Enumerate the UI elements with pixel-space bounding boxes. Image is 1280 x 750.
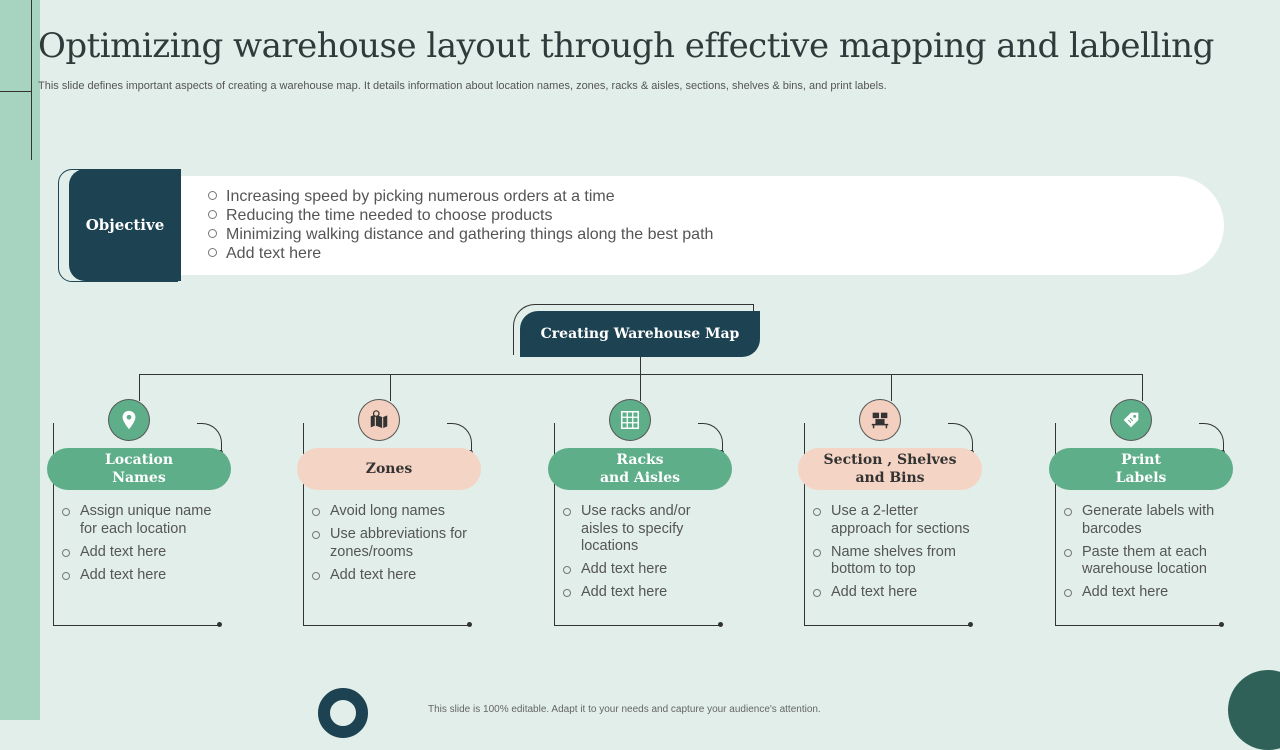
- connector-drop: [390, 374, 391, 401]
- bullet-icon: [563, 566, 571, 574]
- list-item: Add text here: [312, 567, 480, 585]
- column-title: Section , Shelves and Bins: [798, 448, 982, 490]
- bullet-icon: [563, 508, 571, 516]
- bullet-icon: [208, 210, 217, 219]
- decor-corner-circle: [1228, 670, 1280, 750]
- bullet-icon: [813, 508, 821, 516]
- objective-item: Reducing the time needed to choose products: [208, 206, 713, 225]
- list-item: Add text here: [563, 584, 731, 602]
- bullet-icon: [312, 508, 320, 516]
- connector-drop: [1142, 374, 1143, 401]
- connector-dot: [968, 622, 973, 627]
- bullet-icon: [813, 589, 821, 597]
- footer-note: This slide is 100% editable. Adapt it to your needs and capture your audience's attention.: [428, 704, 821, 715]
- connector-drop: [139, 374, 140, 401]
- connector-dot: [718, 622, 723, 627]
- connector-drop: [891, 374, 892, 401]
- list-item: Use racks and/or aisles to specify locations: [563, 503, 731, 556]
- column-list: [563, 503, 731, 607]
- objective-item: Increasing speed by picking numerous orders at a time: [208, 187, 713, 206]
- list-item: Assign unique name for each location: [62, 503, 230, 538]
- map-title: Creating Warehouse Map: [520, 311, 760, 357]
- objective-list: [208, 187, 713, 263]
- column-title: Zones: [297, 448, 481, 490]
- list-item: Name shelves from bottom to top: [813, 544, 981, 579]
- decor-vertical-line: [31, 0, 32, 160]
- connector-dot: [217, 622, 222, 627]
- bullet-icon: [563, 589, 571, 597]
- connector-trunk: [640, 357, 641, 375]
- list-item: Add text here: [62, 544, 230, 562]
- decor-ring: [318, 688, 368, 738]
- column-racks-aisles: [548, 400, 733, 630]
- list-item: Add text here: [1064, 584, 1232, 602]
- list-item: Add text here: [813, 584, 981, 602]
- shelves-icon: [860, 400, 900, 440]
- objective-item: Add text here: [208, 244, 713, 263]
- bullet-icon: [62, 572, 70, 580]
- column-zones: [297, 400, 482, 630]
- bullet-icon: [1064, 549, 1072, 557]
- list-item: Add text here: [563, 561, 731, 579]
- list-item: Avoid long names: [312, 503, 480, 521]
- left-accent-bar: [0, 0, 40, 720]
- column-title: Racks and Aisles: [548, 448, 732, 490]
- decor-horizontal-line: [0, 91, 32, 92]
- location-pin-icon: [109, 400, 149, 440]
- bullet-icon: [62, 508, 70, 516]
- label-icon: [1111, 400, 1151, 440]
- list-item: Add text here: [62, 567, 230, 585]
- page-subtitle: This slide defines important aspects of creating a warehouse map. It details information about location names, zones, racks & aisles, sections, shelves & bins, and print labels.: [38, 80, 887, 92]
- list-item: Paste them at each warehouse location: [1064, 544, 1232, 579]
- connector-dot: [1219, 622, 1224, 627]
- column-title: Location Names: [47, 448, 231, 490]
- connector-drop: [640, 374, 641, 401]
- column-print-labels: [1049, 400, 1234, 630]
- list-item: Use a 2-letter approach for sections: [813, 503, 981, 538]
- column-list: [312, 503, 480, 590]
- list-item: Generate labels with barcodes: [1064, 503, 1232, 538]
- column-list: [62, 503, 230, 590]
- bullet-icon: [208, 191, 217, 200]
- page-title: Optimizing warehouse layout through effective mapping and labelling: [38, 26, 1214, 66]
- objective-item: Minimizing walking distance and gathering things along the best path: [208, 225, 713, 244]
- bullet-icon: [1064, 589, 1072, 597]
- column-title: Print Labels: [1049, 448, 1233, 490]
- list-item: Use abbreviations for zones/rooms: [312, 526, 480, 561]
- column-list: [1064, 503, 1232, 607]
- map-icon: [359, 400, 399, 440]
- column-section-shelves-bins: [798, 400, 983, 630]
- connector-horizontal: [139, 374, 1143, 375]
- bullet-icon: [813, 549, 821, 557]
- column-list: [813, 503, 981, 607]
- rack-icon: [610, 400, 650, 440]
- column-location-names: [47, 400, 232, 630]
- bullet-icon: [62, 549, 70, 557]
- bullet-icon: [208, 248, 217, 257]
- bullet-icon: [1064, 508, 1072, 516]
- bullet-icon: [312, 572, 320, 580]
- bullet-icon: [208, 229, 217, 238]
- connector-dot: [467, 622, 472, 627]
- bullet-icon: [312, 531, 320, 539]
- objective-label: Objective: [69, 169, 181, 281]
